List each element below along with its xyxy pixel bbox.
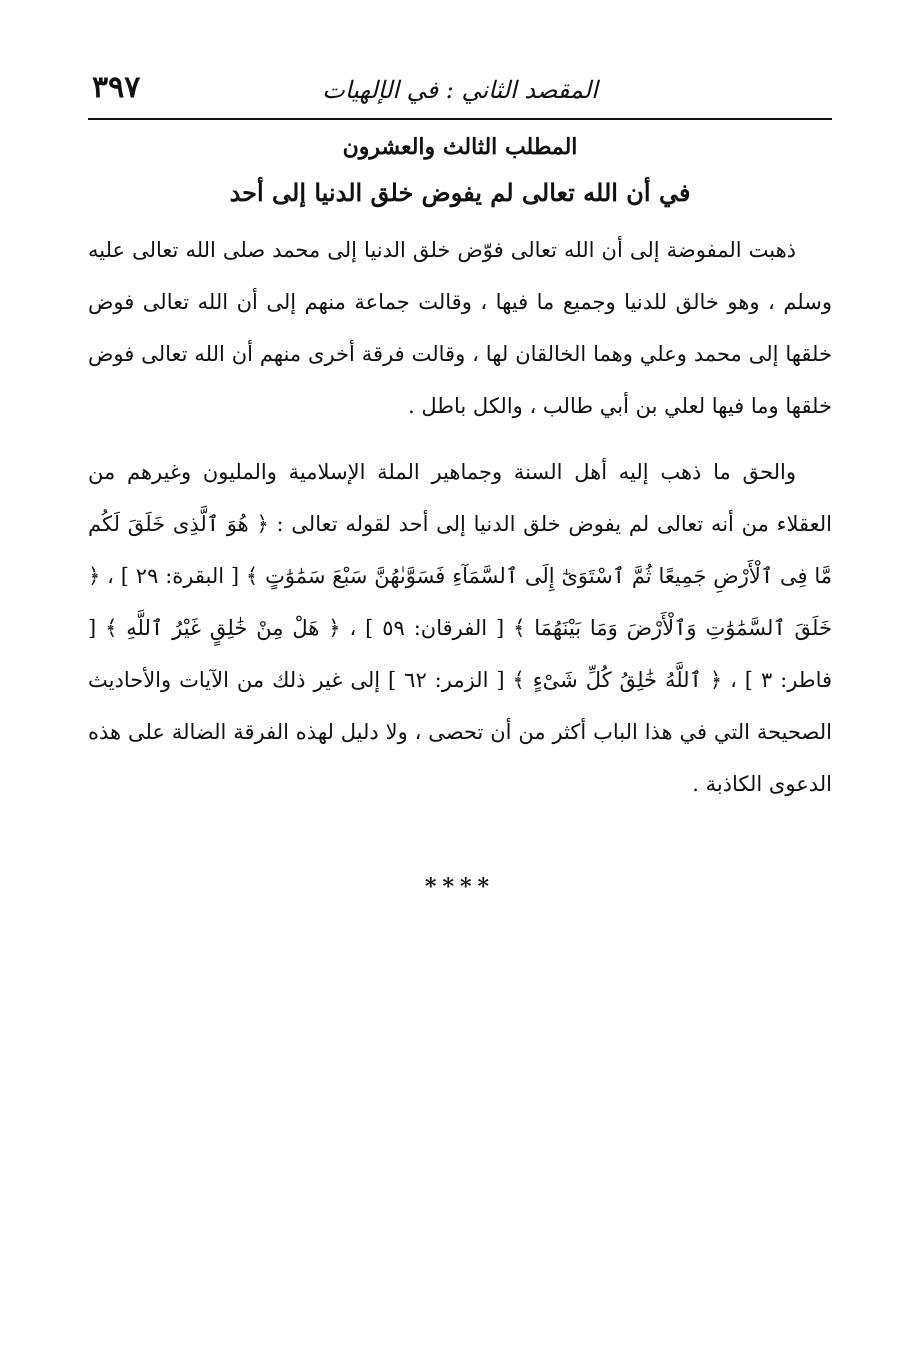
body-paragraph: والحق ما ذهب إليه أهل السنة وجماهير الملة الإسلامية والمليون وغيرهم من العقلاء من أنه تعالى لم يفوض خلق الدنيا إلى أحد لقوله تعالى : ﴿ هُوَ ٱلَّذِى خَلَقَ لَكُم مَّا فِى ٱلْأَرْضِ جَمِيعًا ثُمَّ ٱسْتَوَىٰٓ إِلَى ٱلسَّمَآءِ فَسَوَّىٰهُنَّ سَبْعَ سَمَٰوَٰتٍ ﴾ [ البقرة: ٢٩ ] ، ﴿ خَلَقَ ٱلسَّمَٰوَٰتِ وَٱلْأَرْضَ وَمَا بَيْنَهُمَا ﴾ [ الفرقان: ٥٩ ] ، ﴿ هَلْ مِنْ خَٰلِقٍ غَيْرُ ٱللَّهِ ﴾ [ فاطر: ٣ ] ، ﴿ ٱللَّهُ خَٰلِقُ كُلِّ شَىْءٍ ﴾ [ الزمر: ٦٢ ] إلى غير ذلك من الآيات والأحاديث الصحيحة التي في هذا الباب أكثر من أن تحصى ، ولا دليل لهذه الفرقة الضالة على هذه الدعوى الكاذبة . <box>88 460 832 796</box>
running-header <box>88 60 832 120</box>
running-title: المقصد الثاني : في الإلهيات <box>322 76 598 104</box>
body-paragraph: ذهبت المفوضة إلى أن الله تعالى فوّض خلق الدنيا إلى محمد صلى الله تعالى عليه وسلم ، وهو خالق للدنيا وجميع ما فيها ، وقالت جماعة منهم إلى أن الله تعالى فوض خلقها إلى محمد وعلي وهما الخالقان لها ، وقالت فرقة أخرى منهم أن الله تعالى فوض خلقها وما فيها لعلي بن أبي طالب ، والكل باطل . <box>88 238 832 418</box>
book-page <box>88 60 832 900</box>
page-number: ٣٩٧ <box>92 70 141 105</box>
chapter-title: في أن الله تعالى لم يفوض خلق الدنيا إلى أحد <box>229 178 691 207</box>
section-separator: **** <box>424 874 496 900</box>
section-title: المطلب الثالث والعشرون <box>342 134 578 160</box>
